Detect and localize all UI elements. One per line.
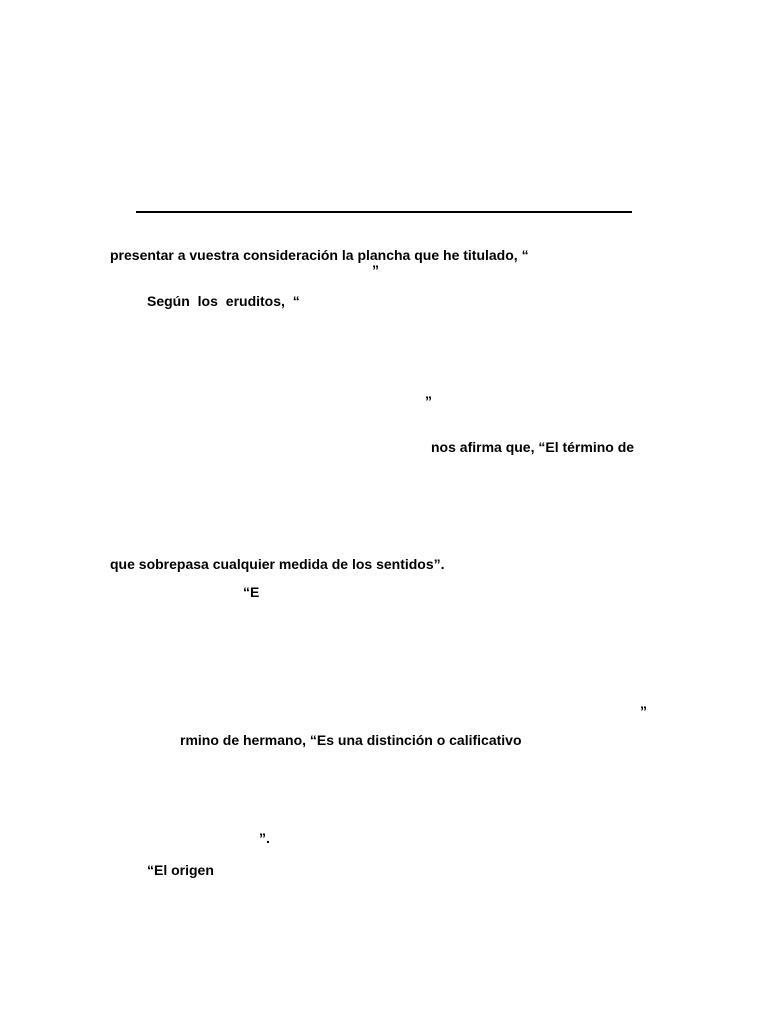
text-line: presentar a vuestra consideración la plancha que he titulado, “ xyxy=(110,247,529,263)
text-line: Según los eruditos, “ xyxy=(147,293,300,309)
text-line: que sobrepasa cualquier medida de los sentidos”. xyxy=(110,556,445,572)
closing-quote: ” xyxy=(372,262,379,278)
closing-quote: ” xyxy=(425,393,432,409)
text-line: nos afirma que, “El término de xyxy=(431,439,635,455)
closing-quote: ” xyxy=(640,703,647,719)
text-line: “El origen xyxy=(147,862,214,878)
text-line: “E xyxy=(243,584,260,600)
horizontal-rule xyxy=(136,211,632,213)
text-line: rmino de hermano, “Es una distinción o calificativo xyxy=(180,732,522,748)
closing-quote: ”. xyxy=(259,830,270,846)
